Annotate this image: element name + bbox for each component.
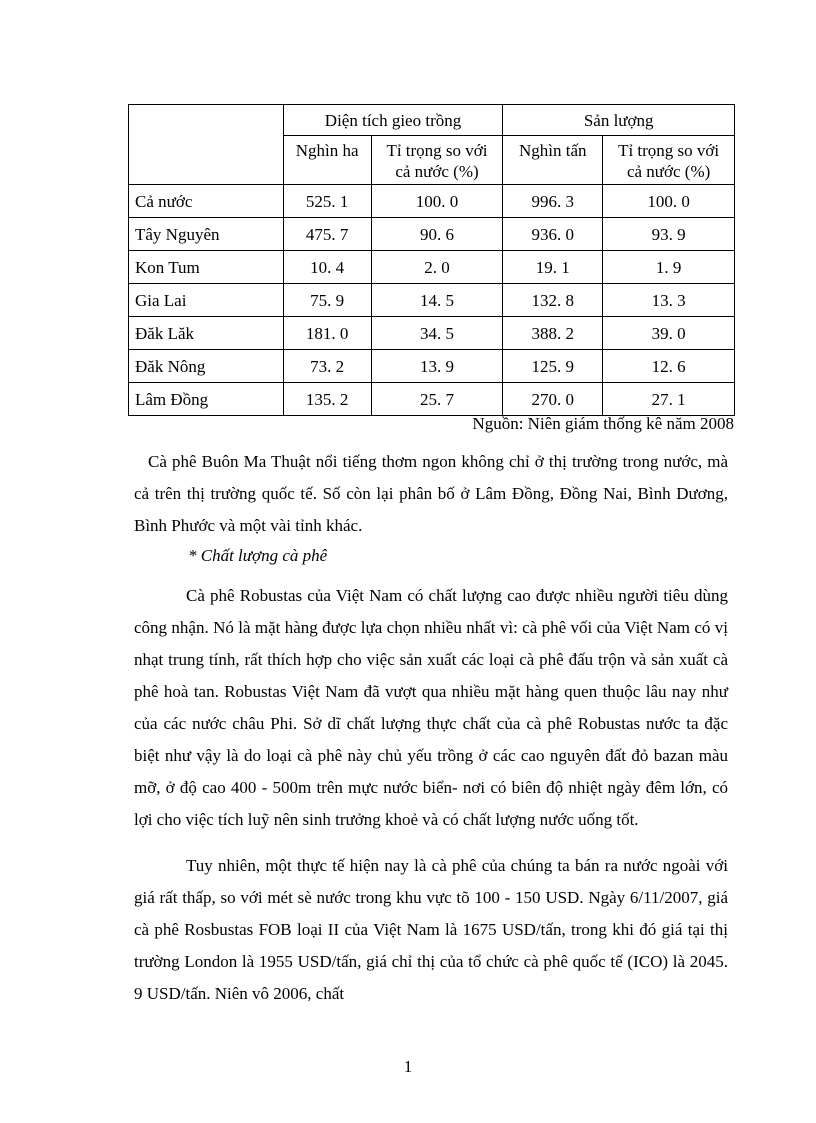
- area-unit-header: Nghìn ha: [283, 136, 371, 185]
- area-cell: 181. 0: [283, 317, 371, 350]
- paragraph-robustas-quality: Cà phê Robustas của Việt Nam có chất lượng cao được nhiều người tiêu dùng công nhận. Nó là mặt hàng được lựa chọn nhiều nhất vì: cà phê vối của Việt Nam có vị nhạt trung tính, rất thích hợp cho việc sản xuất các loại cà phê đấu trộn và sản xuất cà phê hoà tan. Robustas Việt Nam đã vượt qua nhiều mặt hàng quen thuộc lâu nay như của các nước châu Phi. Sở dĩ chất lượng thực chất của cà phê Robustas nước ta đặc biệt như vậy là do loại cà phê này chủ yếu trồng ở các cao nguyên đất đỏ bazan màu mỡ, ở độ cao 400 - 500m trên mực nước biển- nơi có biên độ nhiệt ngày đêm lớn, có lợi cho việc tích luỹ nên sinh trưởng khoẻ và có chất lượng nước uống tốt.: [134, 586, 728, 829]
- output-share-cell: 93. 9: [603, 218, 735, 251]
- table-row: [129, 251, 735, 284]
- area-cell: 135. 2: [283, 383, 371, 416]
- area-share-cell: 2. 0: [371, 251, 503, 284]
- output-share-cell: 39. 0: [603, 317, 735, 350]
- area-share-cell: 90. 6: [371, 218, 503, 251]
- output-share-cell: 12. 6: [603, 350, 735, 383]
- region-cell: Kon Tum: [129, 251, 284, 284]
- table-row: [129, 383, 735, 416]
- area-share-header: Tỉ trọng so với cả nước (%): [371, 136, 503, 185]
- output-cell: 270. 0: [503, 383, 603, 416]
- region-header-cell: [129, 105, 284, 185]
- output-cell: 125. 9: [503, 350, 603, 383]
- output-share-cell: 100. 0: [603, 185, 735, 218]
- output-cell: 132. 8: [503, 284, 603, 317]
- table-row: [129, 317, 735, 350]
- table-row: [129, 185, 735, 218]
- area-cell: 475. 7: [283, 218, 371, 251]
- output-cell: 388. 2: [503, 317, 603, 350]
- output-share-cell: 13. 3: [603, 284, 735, 317]
- area-cell: 73. 2: [283, 350, 371, 383]
- paragraph-export-price: Tuy nhiên, một thực tế hiện nay là cà phê của chúng ta bán ra nước ngoài với giá rất thấp, so với mét sè nước trong khu vực tõ 100 - 150 USD. Ngày 6/11/2007, giá cà phê Rosbustas FOB loại II của Việt Nam là 1675 USD/tấn, trong khi đó giá tại thị trường London là 1955 USD/tấn, giá chỉ thị của tổ chức cà phê quốc tế (ICO) là 2045. 9 USD/tấn. Niên vô 2006, chất: [134, 856, 728, 1003]
- area-cell: 10. 4: [283, 251, 371, 284]
- area-cell: 75. 9: [283, 284, 371, 317]
- region-cell: Gia Lai: [129, 284, 284, 317]
- output-unit-header: Nghìn tấn: [503, 136, 603, 185]
- output-share-cell: 27. 1: [603, 383, 735, 416]
- area-share-cell: 100. 0: [371, 185, 503, 218]
- output-group-header: Sản lượng: [503, 105, 735, 136]
- region-cell: Đăk Nông: [129, 350, 284, 383]
- output-cell: 996. 3: [503, 185, 603, 218]
- region-cell: Lâm Đồng: [129, 383, 284, 416]
- area-share-cell: 13. 9: [371, 350, 503, 383]
- area-share-cell: 14. 5: [371, 284, 503, 317]
- coffee-statistics-table: [128, 104, 735, 416]
- area-group-header: Diện tích gieo trồng: [283, 105, 503, 136]
- output-share-header: Tỉ trọng so với cả nước (%): [603, 136, 735, 185]
- source-note: Nguồn: Niên giám thống kê năm 2008: [472, 414, 734, 433]
- area-share-cell: 25. 7: [371, 383, 503, 416]
- region-cell: Tây Nguyên: [129, 218, 284, 251]
- output-cell: 936. 0: [503, 218, 603, 251]
- area-share-cell: 34. 5: [371, 317, 503, 350]
- paragraph-buon-ma-thuot: Cà phê Buôn Ma Thuật nổi tiếng thơm ngon không chỉ ở thị trường trong nước, mà cả trên thị trường quốc tế. Số còn lại phân bố ở Lâm Đồng, Đồng Nai, Bình Dương, Bình Phước và một vài tỉnh khác.: [134, 452, 728, 535]
- output-cell: 19. 1: [503, 251, 603, 284]
- table-row: [129, 218, 735, 251]
- table-row: [129, 284, 735, 317]
- output-share-cell: 1. 9: [603, 251, 735, 284]
- section-heading-coffee-quality: * Chất lượng cà phê: [188, 546, 328, 565]
- page-number: 1: [403, 1057, 413, 1076]
- table-row: [129, 350, 735, 383]
- region-cell: Cả nước: [129, 185, 284, 218]
- area-cell: 525. 1: [283, 185, 371, 218]
- table-header-row: [129, 105, 735, 136]
- region-cell: Đăk Lăk: [129, 317, 284, 350]
